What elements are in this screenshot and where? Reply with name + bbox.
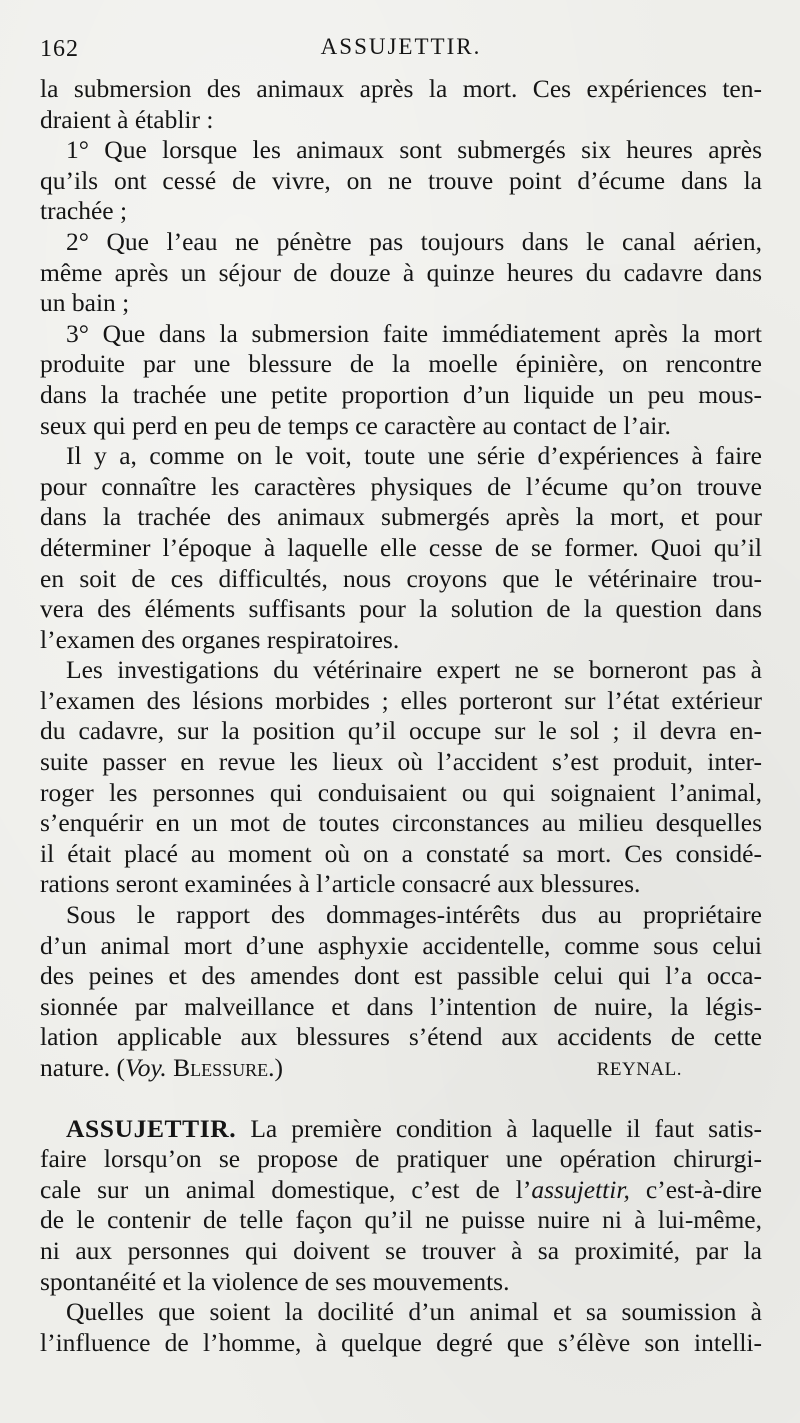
paragraph: [40, 135, 762, 227]
paragraph: [40, 1297, 762, 1358]
page-number: 162: [40, 36, 79, 62]
text-line: dans la trachée une petite proportion d’un liquide un peu mous-: [40, 379, 762, 409]
text-line: de le contenir de telle façon qu’il ne puisse nuire ni à lui-même,: [40, 1205, 762, 1235]
text-line: Il y a, comme on le voit, toute une série d’expériences à faire: [66, 441, 762, 471]
text-line: l’influence de l’homme, à quelque degré que s’élève son intelli-: [40, 1327, 762, 1357]
article-headword: ASSUJETTIR.: [66, 1113, 237, 1143]
text-line: suite passer en revue les lieux où l’accident s’est produit, inter-: [40, 747, 762, 777]
text-line: trachée ;: [40, 196, 128, 226]
closing-suffix: .): [268, 1053, 284, 1082]
article-first-line: La première condition à laquelle il faut satis-: [250, 1113, 762, 1143]
text-line: 3° Que dans la submersion faite immédiatement après la mort: [66, 318, 762, 348]
text-line: seux qui perd en peu de temps ce caractère au contact de l’air.: [40, 410, 671, 440]
closing-prefix: nature. (: [40, 1053, 125, 1082]
section-gap: [40, 1084, 762, 1114]
text-line: des peines et des amendes dont est passible celui qui l’a occa-: [40, 961, 762, 991]
line-part: cale sur un animal domestique, c’est de l’: [40, 1174, 532, 1204]
text-line: produite par une blessure de la moelle épinière, on rencontre: [40, 349, 762, 379]
paragraph: [40, 900, 762, 1084]
text-line: rations seront examinées à l’article consacré aux blessures.: [40, 869, 641, 899]
text-line: dans la trachée des animaux submergés après la mort, et pour: [40, 502, 762, 532]
text-line: Quelles que soient la docilité d’un animal et sa soumission à: [66, 1297, 762, 1327]
text-line: sionnée par malveillance et dans l’intention de nuire, la légis-: [40, 991, 762, 1021]
text-line: lation applicable aux blessures s’étend aux accidents de cette: [40, 1022, 762, 1052]
text-line: [40, 1114, 762, 1145]
text-line: en soit de ces difficultés, nous croyons que le vétérinaire trou-: [40, 563, 762, 593]
line-part: c’est-à-dire: [629, 1174, 762, 1204]
text-line: ni aux personnes qui doivent se trouver à sa proximité, par la: [40, 1235, 762, 1265]
text-line: déterminer l’époque à laquelle elle cesse de se former. Quoi qu’il: [40, 532, 762, 562]
text-line: 1° Que lorsque les animaux sont submergés six heures après: [66, 135, 762, 165]
cross-reference: Blessure: [173, 1053, 269, 1082]
text-line: spontanéité et la violence de ses mouvements.: [40, 1266, 510, 1296]
paragraph: [40, 74, 762, 135]
text-line: Les investigations du vétérinaire expert ne se borneront pas à: [66, 655, 762, 685]
text-line: [40, 1175, 762, 1206]
text-line: vera des éléments suffisants pour la solution de la question dans: [40, 594, 762, 624]
text-line: 2° Que l’eau ne pénètre pas toujours dans le canal aérien,: [66, 226, 762, 256]
text-line: la submersion des animaux après la mort. Ces expériences ten-: [40, 74, 762, 103]
text-line: s’enquérir en un mot de toutes circonstances au milieu desquelles: [40, 808, 762, 838]
text-line: roger les personnes qui conduisaient ou qui soignaient l’animal,: [40, 777, 762, 807]
body-text: [40, 74, 762, 1358]
text-line: il était placé au moment où on a constaté sa mort. Ces considé-: [40, 838, 762, 868]
paragraph: [40, 441, 762, 655]
voy-abbreviation: Voy.: [124, 1053, 167, 1082]
text-line: même après un séjour de douze à quinze heures du cadavre dans: [40, 257, 762, 287]
text-line: l’examen des lésions morbides ; elles porteront sur l’état extérieur: [40, 685, 762, 715]
text-line: un bain ;: [40, 288, 130, 318]
running-header: [40, 30, 762, 74]
paragraph: [40, 655, 762, 900]
paragraph: [40, 227, 762, 319]
text-line: draient à établir :: [40, 104, 214, 134]
author-signature: REYNAL.: [596, 1059, 682, 1080]
text-line: pour connaître les caractères physiques de l’écume qu’on trouve: [40, 471, 762, 501]
running-title: ASSUJETTIR.: [320, 34, 482, 59]
text-line: du cadavre, sur la position qu’il occupe sur le sol ; il devra en-: [40, 716, 762, 746]
text-line: d’un animal mort d’une asphyxie accidentelle, comme sous celui: [40, 930, 762, 960]
paragraph: [40, 319, 762, 441]
text-line: faire lorsqu’on se propose de pratiquer une opération chirurgi-: [40, 1144, 762, 1174]
closing-line: [40, 1053, 762, 1084]
emphasized-term: assujettir,: [531, 1174, 630, 1204]
text-line: l’examen des organes respiratoires.: [40, 624, 400, 654]
text-line: Sous le rapport des dommages-intérêts dus au propriétaire: [66, 900, 762, 930]
text-line: qu’ils ont cessé de vivre, on ne trouve point d’écume dans la: [40, 165, 762, 195]
article-entry: [40, 1114, 762, 1298]
